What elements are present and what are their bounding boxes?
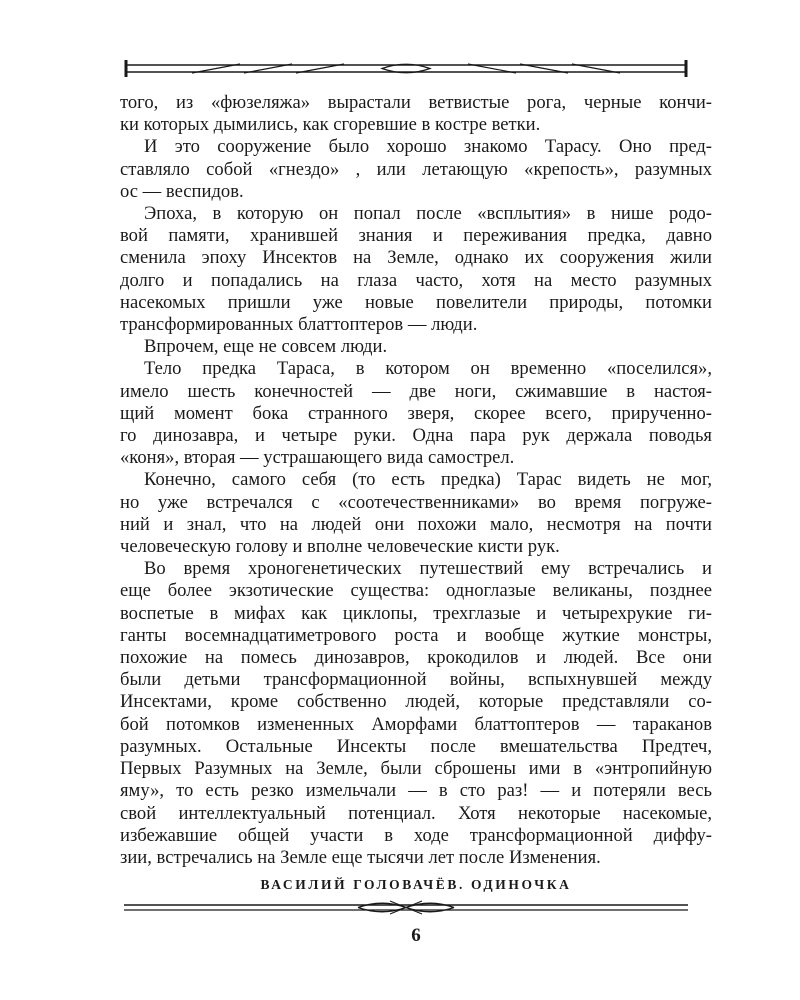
running-footer: ВАСИЛИЙ ГОЛОВАЧЁВ. ОДИНОЧКА xyxy=(260,877,572,892)
text-line: еще более экзотические существа: одноглазые великаны, позднее xyxy=(120,580,712,602)
text-line: Во время хроногенетических путешествий ему встречались и xyxy=(144,558,712,580)
text-line: Эпоха, в которую он попал после «всплытия» в нише родо- xyxy=(144,203,712,225)
text-line: свой интеллектуальный потенциал. Хотя некоторые насекомые, xyxy=(120,802,712,824)
text-line: ос — веспидов. xyxy=(120,180,244,202)
text-line: насекомых пришли уже новые повелители природы, потомки xyxy=(120,291,712,313)
text-line: похожие на помесь динозавров, крокодилов и людей. Все они xyxy=(120,647,712,669)
body-text xyxy=(120,92,712,869)
text-line: Конечно, самого себя (то есть предка) Тарас видеть не мог, xyxy=(144,469,712,491)
text-line: щий момент бока странного зверя, скорее всего, прирученно- xyxy=(120,402,712,424)
text-line: человеческую голову и вполне человеческие кисти рук. xyxy=(120,536,560,558)
text-line: бой потомков измененных Аморфами блаттоптеров — тараканов xyxy=(120,713,712,735)
text-line: ки которых дымились, как сгоревшие в костре ветки. xyxy=(120,114,541,136)
page-number: 6 xyxy=(411,925,421,946)
text-line: воспетые в мифах как циклопы, трехглазые и четырехрукие ги- xyxy=(120,602,712,624)
text-line: Первых Разумных на Земле, были сброшены ими в «энтропийную xyxy=(120,758,712,780)
text-line: избежавшие общей участи в ходе трансформационной диффу- xyxy=(120,824,712,846)
text-line: ний и знал, что на людей они похожи мало, несмотря на почти xyxy=(120,513,712,535)
text-line: трансформированных блаттоптеров — люди. xyxy=(120,314,478,336)
text-line: Впрочем, еще не совсем люди. xyxy=(144,336,388,358)
text-line: были детьми трансформационной войны, вспыхнувшей между xyxy=(120,669,712,691)
text-line: имело шесть конечностей — две ноги, сжимавшие в настоя- xyxy=(120,380,712,402)
top-ornament-icon xyxy=(120,58,692,80)
text-line: ганты восемнадцатиметрового роста и вообще жуткие монстры, xyxy=(120,624,712,646)
text-line: зии, встречались на Земле еще тысячи лет после Изменения. xyxy=(120,846,601,868)
text-line: того, из «фюзеляжа» вырастали ветвистые рога, черные кончи- xyxy=(120,92,712,113)
text-line: го динозавра, и четыре руки. Одна пара рук держала поводья xyxy=(120,425,712,447)
text-line: долго и попадались на глаза часто, хотя на место разумных xyxy=(120,269,712,291)
text-line: И это сооружение было хорошо знакомо Тарасу. Оно пред- xyxy=(144,136,712,158)
text-line: Инсектами, кроме собственно людей, которые представляли со- xyxy=(120,691,712,713)
text-line: но уже встречался с «соотечественниками» во время погруже- xyxy=(120,491,712,513)
text-line: «коня», вторая — устрашающего вида самострел. xyxy=(120,447,515,469)
bottom-ornament-icon xyxy=(120,898,692,918)
text-line: сменила эпоху Инсектов на Земле, однако их сооружения жили xyxy=(120,247,712,269)
text-line: вой памяти, хранившей знания и переживания предка, давно xyxy=(120,225,712,247)
text-line: разумных. Остальные Инсекты после вмешательства Предтеч, xyxy=(120,735,712,757)
text-line: ставляло собой «гнездо» , или летающую «крепость», разумных xyxy=(120,158,712,180)
text-line: Тело предка Тараса, в котором он временно «поселился», xyxy=(144,358,712,380)
text-line: яму», то есть резко измельчали — в сто раз! — и потеряли весь xyxy=(120,780,712,802)
